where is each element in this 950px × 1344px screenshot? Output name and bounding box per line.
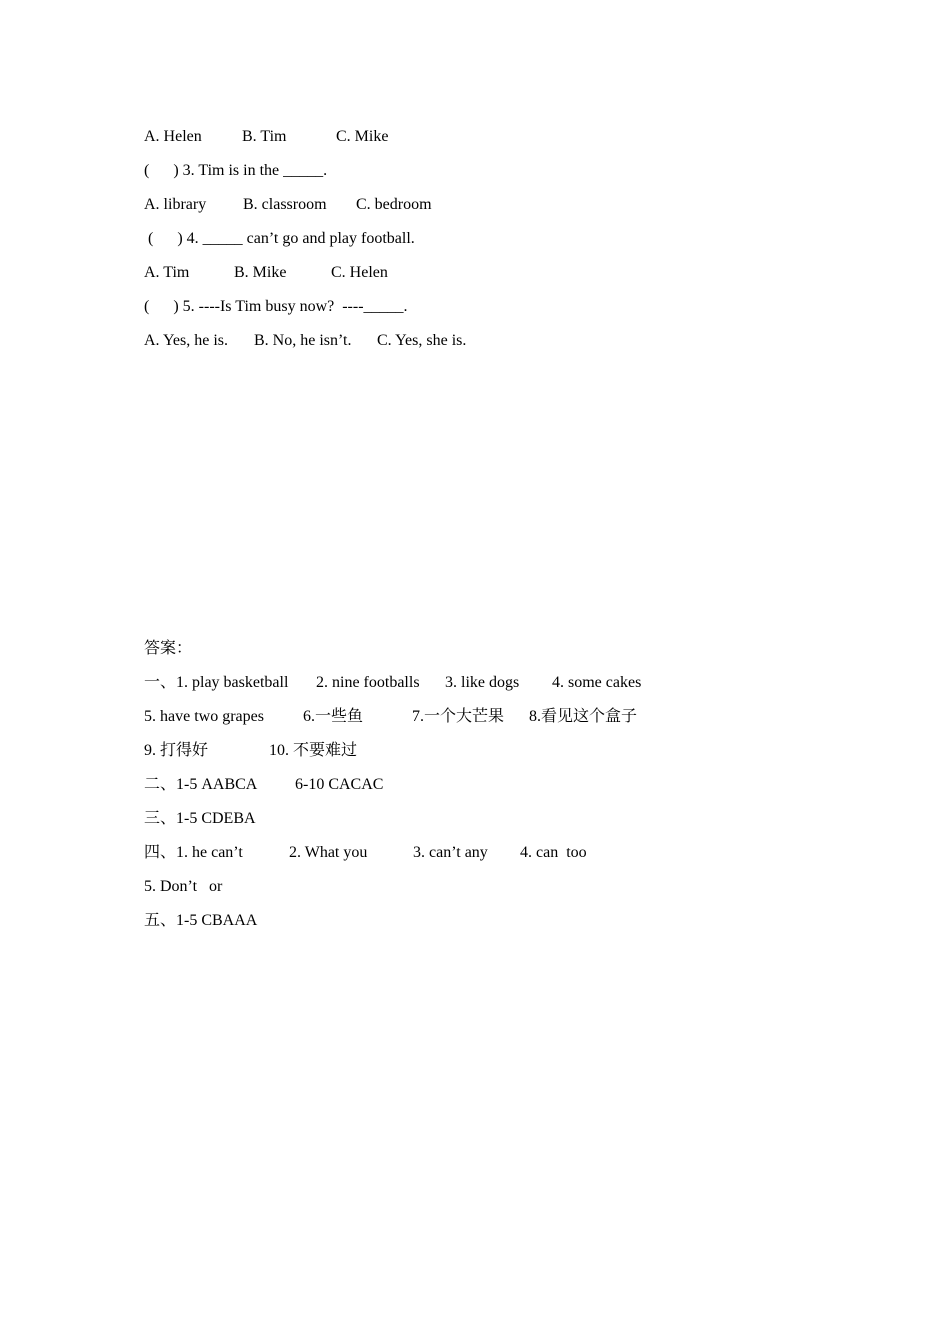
q5-options-row: [144, 331, 467, 411]
q2-option-c: C. Mike: [336, 128, 389, 145]
answer-part1-item-6: 6.一些鱼: [303, 708, 364, 725]
q5-option-b: B. No, he isn’t.: [254, 332, 352, 349]
answer-part1-item-3: 3. like dogs: [445, 674, 520, 691]
answer-part1-item-2: 2. nine footballs: [316, 674, 420, 691]
answer-part4-item-3: 3. can’t any: [413, 844, 488, 861]
answers-part3: 三、1-5 CDEBA: [144, 810, 256, 827]
answers-part5: 五、1-5 CBAAA: [144, 912, 258, 929]
answers-part4-row2: 5. Don’t or: [144, 878, 223, 895]
q2-option-a: A. Helen: [144, 128, 202, 145]
q5-option-c: C. Yes, she is.: [377, 332, 467, 349]
q4-option-a: A. Tim: [144, 264, 190, 281]
answer-part1-item-8: 8.看见这个盒子: [529, 708, 638, 725]
answer-part4-item-1: 四、1. he can’t: [144, 844, 243, 861]
q3-option-b: B. classroom: [243, 196, 327, 213]
q3-option-a: A. library: [144, 196, 207, 213]
q3-stem: ( ) 3. Tim is in the _____.: [144, 162, 328, 179]
answer-part2-b: 6-10 CACAC: [295, 776, 384, 793]
answer-part4-item-4: 4. can too: [520, 844, 587, 861]
answer-part1-item-4: 4. some cakes: [552, 674, 642, 691]
answer-part1-item-10: 10. 不要难过: [269, 742, 358, 759]
answer-part1-item-1: 一、1. play basketball: [144, 674, 289, 691]
q3-option-c: C. bedroom: [356, 196, 432, 213]
answer-part2-a: 二、1-5 AABCA: [144, 776, 258, 793]
answer-part1-item-5: 5. have two grapes: [144, 708, 264, 725]
answer-part1-item-7: 7.一个大芒果: [412, 708, 505, 725]
answers-heading: 答案：: [144, 640, 193, 657]
answer-part4-item-2: 2. What you: [289, 844, 368, 861]
q4-option-c: C. Helen: [331, 264, 388, 281]
answer-part1-item-9: 9. 打得好: [144, 742, 209, 759]
q2-option-b: B. Tim: [242, 128, 287, 145]
q4-stem: ( ) 4. _____ can’t go and play football.: [144, 230, 415, 247]
q5-option-a: A. Yes, he is.: [144, 332, 229, 349]
q4-option-b: B. Mike: [234, 264, 287, 281]
q5-stem: ( ) 5. ----Is Tim busy now? ----_____.: [144, 298, 408, 315]
